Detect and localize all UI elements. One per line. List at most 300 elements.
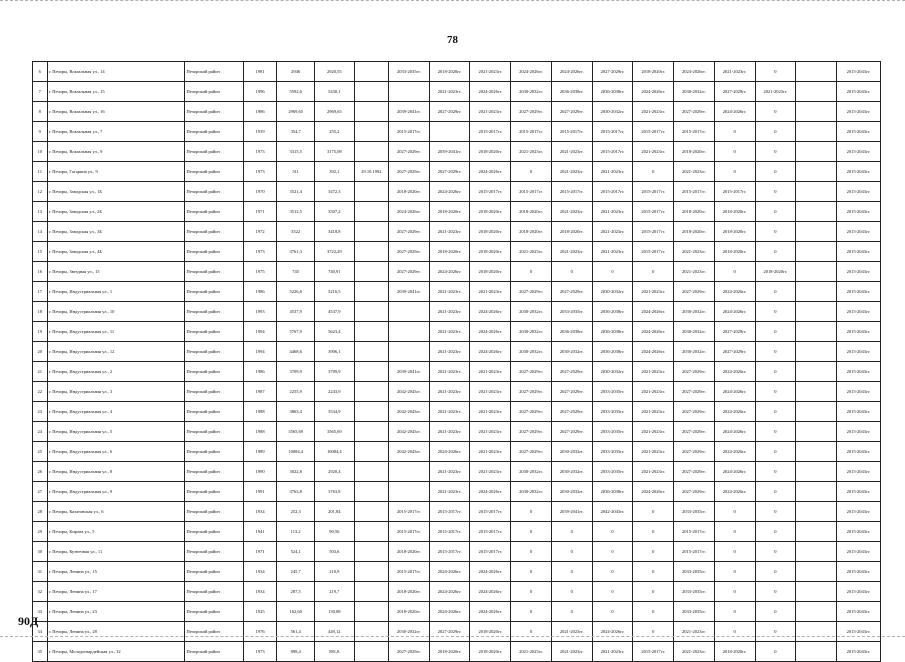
repair-period-cell: 0: [511, 502, 552, 522]
total-area-cell: 3863,4: [277, 402, 315, 422]
repair-period-cell: 0: [511, 562, 552, 582]
repair-period-cell: 2030-2032гг.: [551, 462, 592, 482]
repair-period-cell: 2024-2026гг.: [714, 302, 755, 322]
repair-period-cell: [796, 582, 837, 602]
repair-period-cell: 2024-2026гг.: [470, 322, 511, 342]
living-area-cell: 740,91: [314, 262, 354, 282]
repair-period-cell: 2018-2020гг.: [470, 262, 511, 282]
repair-period-cell: 2015-2017гг.: [633, 122, 674, 142]
repair-period-cell: 2015-2017гг.: [674, 122, 715, 142]
repair-period-cell: 2030-2032гг.: [592, 102, 633, 122]
repair-period-cell: 0: [755, 202, 796, 222]
table-row: [33, 362, 881, 382]
total-area-cell: 5226,6: [277, 282, 315, 302]
total-area-cell: 3565,69: [277, 422, 315, 442]
repair-period-cell: 2015-2043гг.: [836, 542, 880, 562]
repair-period-cell: 2021-2023гг.: [551, 242, 592, 262]
repair-period-cell: 2024-2026гг.: [470, 562, 511, 582]
repair-period-cell: 2015-2017гг.: [470, 122, 511, 142]
repair-period-cell: 0: [511, 162, 552, 182]
repair-period-cell: 2024-2026гг.: [551, 62, 592, 82]
repair-period-cell: 2027-2029гг.: [674, 102, 715, 122]
date-cell: [354, 122, 388, 142]
year-built-cell: 1934: [243, 502, 276, 522]
row-number: 20: [33, 342, 48, 362]
repair-period-cell: 2033-2035гг.: [592, 462, 633, 482]
repair-period-cell: 2018-2020гг.: [633, 62, 674, 82]
repair-period-cell: 2015-2017гг.: [470, 182, 511, 202]
district-cell: Печорский район: [185, 222, 243, 242]
repair-period-cell: 2021-2023гг.: [511, 642, 552, 662]
repair-period-cell: 2027-2029гг.: [511, 282, 552, 302]
repair-period-cell: 0: [755, 362, 796, 382]
repair-period-cell: 0: [633, 602, 674, 622]
living-area-cell: 3418,8: [314, 222, 354, 242]
repair-period-cell: 2018-2020гг.: [714, 242, 755, 262]
row-number: 19: [33, 322, 48, 342]
district-cell: Печорский район: [185, 442, 243, 462]
repair-period-cell: 2021-2023гг.: [633, 462, 674, 482]
repair-period-cell: 2021-2023гг.: [429, 362, 470, 382]
repair-period-cell: 2015-2043гг.: [836, 282, 880, 302]
year-built-cell: 1987: [243, 382, 276, 402]
repair-period-cell: 2015-2017гг.: [714, 182, 755, 202]
repair-period-cell: 2027-2029гг.: [674, 402, 715, 422]
repair-period-cell: [796, 182, 837, 202]
repair-period-cell: 2033-2035гг.: [674, 602, 715, 622]
repair-period-cell: 2021-2023гг.: [674, 162, 715, 182]
repair-period-cell: 0: [755, 562, 796, 582]
repair-period-cell: 2015-2017гг.: [592, 122, 633, 142]
repair-period-cell: 2021-2023гг.: [470, 282, 511, 302]
living-area-cell: 2243,9: [314, 382, 354, 402]
repair-period-cell: 2018-2020гг.: [429, 642, 470, 662]
district-cell: Печорский район: [185, 362, 243, 382]
repair-period-cell: 0: [714, 622, 755, 642]
repair-period-cell: 2021-2023гг.: [551, 622, 592, 642]
repair-period-cell: 2015-2017гг.: [674, 182, 715, 202]
repair-period-cell: 2033-2035гг.: [551, 302, 592, 322]
date-cell: [354, 362, 388, 382]
row-number: 13: [33, 202, 48, 222]
repair-period-cell: [796, 322, 837, 342]
repair-period-cell: 0: [714, 162, 755, 182]
repair-period-cell: 0: [511, 522, 552, 542]
total-area-cell: 3315,5: [277, 142, 315, 162]
table-row: [33, 282, 881, 302]
repair-period-cell: 0: [755, 502, 796, 522]
repair-period-cell: 2021-2023гг.: [511, 242, 552, 262]
total-area-cell: 252,3: [277, 502, 315, 522]
repair-period-cell: 2033-2035гг.: [674, 562, 715, 582]
living-area-cell: 3472,3: [314, 182, 354, 202]
table-row: [33, 442, 881, 462]
repair-period-cell: 2024-2026гг.: [714, 462, 755, 482]
repair-period-cell: 2015-2043гг.: [836, 342, 880, 362]
repair-period-cell: [796, 142, 837, 162]
repair-period-cell: 2021-2023гг.: [633, 102, 674, 122]
repair-period-cell: 2030-2032гг.: [674, 302, 715, 322]
row-number: 22: [33, 382, 48, 402]
district-cell: Печорский район: [185, 642, 243, 662]
living-area-cell: 255,2: [314, 122, 354, 142]
repair-period-cell: 2021-2023гг.: [429, 482, 470, 502]
year-built-cell: 1994: [243, 342, 276, 362]
repair-period-cell: [389, 82, 430, 102]
row-number: 7: [33, 82, 48, 102]
repair-period-cell: [796, 302, 837, 322]
district-cell: Печорский район: [185, 242, 243, 262]
repair-period-cell: 2024-2026гг.: [429, 582, 470, 602]
repair-period-cell: 2018-2020гг.: [470, 202, 511, 222]
address-cell: г. Печоры, Заводская ул., 4Б: [47, 242, 185, 262]
year-built-cell: 1988: [243, 422, 276, 442]
repair-period-cell: 2027-2029гг.: [511, 362, 552, 382]
address-cell: г. Печоры, Заводская ул., 3Б: [47, 222, 185, 242]
total-area-cell: 898,4: [277, 642, 315, 662]
repair-period-cell: 0: [551, 562, 592, 582]
repair-period-cell: 2030-2032гг.: [674, 342, 715, 362]
repair-period-cell: 2030-2032гг.: [674, 322, 715, 342]
repair-period-cell: 2015-2017гг.: [389, 522, 430, 542]
repair-period-cell: 2027-2029гг.: [511, 442, 552, 462]
repair-period-cell: 0: [714, 542, 755, 562]
row-number: 32: [33, 582, 48, 602]
repair-period-cell: 2021-2023гг.: [470, 62, 511, 82]
year-built-cell: 1990: [243, 462, 276, 482]
total-area-cell: 245,7: [277, 562, 315, 582]
date-cell: 29.10.1992: [354, 162, 388, 182]
repair-period-cell: 2015-2043гг.: [836, 482, 880, 502]
repair-period-cell: [796, 202, 837, 222]
date-cell: [354, 202, 388, 222]
date-cell: [354, 282, 388, 302]
repair-period-cell: 2021-2023гг.: [592, 242, 633, 262]
repair-period-cell: 2018-2020гг.: [714, 642, 755, 662]
year-built-cell: 1973: [243, 162, 276, 182]
repair-period-cell: 2015-2017гг.: [429, 502, 470, 522]
living-area-cell: 503,6: [314, 542, 354, 562]
address-cell: г. Печоры, Индустриальная ул., 12: [47, 342, 185, 362]
repair-period-cell: 2021-2023гг.: [429, 382, 470, 402]
repair-period-cell: 2018-2020гг.: [511, 202, 552, 222]
repair-period-cell: 2021-2023гг.: [470, 442, 511, 462]
repair-period-cell: 2021-2023гг.: [633, 422, 674, 442]
district-cell: Печорский район: [185, 142, 243, 162]
table-row: [33, 102, 881, 122]
repair-period-cell: 2015-2017гг.: [674, 542, 715, 562]
district-cell: Печорский район: [185, 302, 243, 322]
year-built-cell: 1925: [243, 602, 276, 622]
repair-period-cell: 2015-2043гг.: [836, 502, 880, 522]
district-cell: Печорский район: [185, 562, 243, 582]
repair-period-cell: 2015-2017гг.: [429, 542, 470, 562]
row-number: 24: [33, 422, 48, 442]
repair-period-cell: 2024-2026гг.: [714, 422, 755, 442]
repair-period-cell: 0: [714, 122, 755, 142]
table-row: [33, 302, 881, 322]
repair-period-cell: 2018-2020гг.: [714, 222, 755, 242]
repair-period-cell: 2018-2020гг.: [429, 202, 470, 222]
address-cell: г. Печоры, Индустриальная ул., 6: [47, 442, 185, 462]
repair-period-cell: 2030-2032гг.: [551, 442, 592, 462]
district-cell: Печорский район: [185, 262, 243, 282]
district-cell: Печорский район: [185, 402, 243, 422]
repair-period-cell: 2021-2023гг.: [633, 382, 674, 402]
repair-period-cell: 2021-2023гг.: [470, 422, 511, 442]
table-row: [33, 502, 881, 522]
repair-period-cell: 0: [755, 222, 796, 242]
register-table: [32, 61, 881, 662]
total-area-cell: 2255,9: [277, 382, 315, 402]
repair-period-cell: 2024-2026гг.: [511, 62, 552, 82]
repair-period-cell: 2015-2017гг.: [511, 122, 552, 142]
repair-period-cell: 0: [511, 602, 552, 622]
repair-period-cell: 0: [755, 642, 796, 662]
address-cell: г. Печоры, Заводская ул., 2Б: [47, 202, 185, 222]
repair-period-cell: 2021-2023гг.: [429, 282, 470, 302]
table-row: [33, 582, 881, 602]
living-area-cell: 2920,55: [314, 62, 354, 82]
repair-period-cell: 2021-2023гг.: [674, 242, 715, 262]
repair-period-cell: 2015-2043гг.: [836, 142, 880, 162]
total-area-cell: 113,2: [277, 522, 315, 542]
repair-period-cell: 2033-2035гг.: [592, 382, 633, 402]
address-cell: г. Печоры, Индустриальная ул., 8: [47, 462, 185, 482]
living-area-cell: 90,56: [314, 522, 354, 542]
living-area-cell: 2969,65: [314, 102, 354, 122]
repair-period-cell: 0: [551, 522, 592, 542]
repair-period-cell: 2021-2023гг.: [633, 442, 674, 462]
repair-period-cell: 2015-2043гг.: [836, 462, 880, 482]
repair-period-cell: 2015-2017гг.: [429, 522, 470, 542]
year-built-cell: 1941: [243, 522, 276, 542]
table-row: [33, 562, 881, 582]
repair-period-cell: 2021-2023гг.: [429, 422, 470, 442]
date-cell: [354, 402, 388, 422]
living-area-cell: 392,1: [314, 162, 354, 182]
district-cell: Печорский район: [185, 602, 243, 622]
repair-period-cell: 2015-2043гг.: [836, 442, 880, 462]
repair-period-cell: 2015-2017гг.: [633, 202, 674, 222]
repair-period-cell: 2030-2032гг.: [592, 362, 633, 382]
repair-period-cell: [796, 442, 837, 462]
repair-period-cell: 2042-2043гг.: [592, 502, 633, 522]
address-cell: г. Печоры, Кузнечная ул., 11: [47, 542, 185, 562]
date-cell: [354, 642, 388, 662]
table-row: [33, 182, 881, 202]
date-cell: [354, 182, 388, 202]
repair-period-cell: 2021-2023гг.: [714, 62, 755, 82]
repair-period-cell: 2018-2020гг.: [470, 222, 511, 242]
table-row: [33, 322, 881, 342]
repair-period-cell: 2021-2023гг.: [592, 642, 633, 662]
repair-period-cell: [796, 242, 837, 262]
repair-period-cell: 2024-2026гг.: [633, 82, 674, 102]
date-cell: [354, 582, 388, 602]
repair-period-cell: 2027-2029гг.: [714, 342, 755, 362]
row-number: 21: [33, 362, 48, 382]
date-cell: [354, 142, 388, 162]
repair-period-cell: [796, 162, 837, 182]
repair-period-cell: 2021-2023гг.: [429, 322, 470, 342]
repair-period-cell: [389, 342, 430, 362]
total-area-cell: 3763,8: [277, 482, 315, 502]
repair-period-cell: 2030-2032гг.: [592, 282, 633, 302]
repair-period-cell: 0: [592, 582, 633, 602]
repair-period-cell: [796, 262, 837, 282]
living-area-cell: 3534,9: [314, 402, 354, 422]
row-number: 29: [33, 522, 48, 542]
repair-period-cell: 2018-2020гг.: [674, 202, 715, 222]
living-area-cell: 449,12: [314, 622, 354, 642]
address-cell: г. Печоры, Индустриальная ул., 11: [47, 322, 185, 342]
repair-period-cell: 2027-2029гг.: [389, 162, 430, 182]
repair-period-cell: 2027-2029гг.: [389, 222, 430, 242]
row-number: 34: [33, 622, 48, 642]
repair-period-cell: 2030-2032гг.: [551, 482, 592, 502]
repair-period-cell: 2018-2020гг.: [674, 142, 715, 162]
row-number: 17: [33, 282, 48, 302]
repair-period-cell: 2021-2023гг.: [429, 462, 470, 482]
repair-period-cell: 2018-2020гг.: [470, 142, 511, 162]
table-row: [33, 422, 881, 442]
year-built-cell: 1934: [243, 562, 276, 582]
repair-period-cell: 2015-2017гг.: [633, 642, 674, 662]
repair-period-cell: 2030-2032гг.: [511, 82, 552, 102]
repair-period-cell: 2027-2029гг.: [674, 422, 715, 442]
repair-period-cell: 2015-2043гг.: [836, 202, 880, 222]
address-cell: г. Печоры, Индустриальная ул., 2: [47, 362, 185, 382]
repair-period-cell: 2030-2032гг.: [389, 622, 430, 642]
repair-period-cell: 0: [592, 542, 633, 562]
repair-period-cell: 2015-2017гг.: [470, 542, 511, 562]
repair-period-cell: 2027-2029гг.: [511, 402, 552, 422]
repair-period-cell: 2027-2029гг.: [674, 382, 715, 402]
repair-period-cell: 2018-2020гг.: [755, 262, 796, 282]
repair-period-cell: 2036-2038гг.: [592, 342, 633, 362]
repair-period-cell: 2027-2029гг.: [674, 282, 715, 302]
repair-period-cell: 2024-2026гг.: [429, 262, 470, 282]
repair-period-cell: 0: [511, 262, 552, 282]
repair-period-cell: 2015-2043гг.: [836, 242, 880, 262]
repair-period-cell: 2024-2026гг.: [470, 342, 511, 362]
repair-period-cell: 0: [755, 342, 796, 362]
repair-period-cell: 2018-2020гг.: [389, 582, 430, 602]
repair-period-cell: 2027-2029гг.: [551, 282, 592, 302]
date-cell: [354, 562, 388, 582]
repair-period-cell: 2036-2038гг.: [551, 82, 592, 102]
repair-period-cell: 2021-2023гг.: [551, 162, 592, 182]
address-cell: г. Печоры, Кирова ул., 5: [47, 522, 185, 542]
address-cell: г. Печоры, Ленина ул., 23: [47, 602, 185, 622]
repair-period-cell: 2015-2017гг.: [592, 142, 633, 162]
year-built-cell: 1981: [243, 62, 276, 82]
repair-period-cell: 0: [633, 522, 674, 542]
repair-period-cell: 2033-2035гг.: [592, 442, 633, 462]
living-area-cell: 3565,69: [314, 422, 354, 442]
living-area-cell: 219,7: [314, 582, 354, 602]
year-built-cell: 1986: [243, 282, 276, 302]
repair-period-cell: 2015-2043гг.: [836, 262, 880, 282]
repair-period-cell: 2030-2032гг.: [511, 462, 552, 482]
repair-period-cell: 2015-2017гг.: [633, 222, 674, 242]
repair-period-cell: 2024-2026гг.: [470, 162, 511, 182]
repair-period-cell: 2021-2023гг.: [470, 462, 511, 482]
page-edge-top: [0, 0, 905, 1]
repair-period-cell: 2030-2032гг.: [511, 482, 552, 502]
district-cell: Печорский район: [185, 462, 243, 482]
repair-period-cell: 2039-2041гг.: [389, 362, 430, 382]
repair-period-cell: 0: [551, 602, 592, 622]
repair-period-cell: 0: [755, 622, 796, 642]
row-number: 23: [33, 402, 48, 422]
district-cell: Печорский район: [185, 282, 243, 302]
repair-period-cell: [796, 122, 837, 142]
address-cell: г. Печоры, Вокзальная ул., 9: [47, 142, 185, 162]
repair-period-cell: 2030-2032гг.: [511, 342, 552, 362]
row-number: 16: [33, 262, 48, 282]
district-cell: Печорский район: [185, 342, 243, 362]
repair-period-cell: 2021-2023гг.: [551, 142, 592, 162]
page-edge-bottom: [0, 636, 905, 637]
repair-period-cell: 2027-2029гг.: [511, 422, 552, 442]
total-area-cell: 511: [277, 162, 315, 182]
repair-period-cell: 0: [592, 262, 633, 282]
table-row: [33, 642, 881, 662]
total-area-cell: 4537,9: [277, 302, 315, 322]
table-row: [33, 482, 881, 502]
repair-period-cell: 2024-2026гг.: [470, 302, 511, 322]
table-row: [33, 542, 881, 562]
repair-period-cell: 2033-2035гг.: [592, 422, 633, 442]
repair-period-cell: 2027-2029гг.: [389, 142, 430, 162]
total-area-cell: 745: [277, 262, 315, 282]
table-row: [33, 202, 881, 222]
table-row: [33, 462, 881, 482]
repair-period-cell: 2015-2043гг.: [836, 162, 880, 182]
district-cell: Печорский район: [185, 502, 243, 522]
year-built-cell: 1994: [243, 322, 276, 342]
repair-period-cell: 2021-2023гг.: [551, 642, 592, 662]
repair-period-cell: 2015-2017гг.: [633, 182, 674, 202]
living-area-cell: 3906,1: [314, 342, 354, 362]
repair-period-cell: 0: [755, 242, 796, 262]
district-cell: Печорский район: [185, 422, 243, 442]
repair-period-cell: 2015-2043гг.: [836, 302, 880, 322]
table-row: [33, 382, 881, 402]
living-area-cell: 3507,2: [314, 202, 354, 222]
address-cell: г. Печоры, Индустриальная ул., 9: [47, 482, 185, 502]
repair-period-cell: [796, 102, 837, 122]
repair-period-cell: [796, 462, 837, 482]
district-cell: Печорский район: [185, 582, 243, 602]
repair-period-cell: 2018-2020гг.: [389, 542, 430, 562]
repair-period-cell: 0: [714, 522, 755, 542]
total-area-cell: 2969,65: [277, 102, 315, 122]
address-cell: г. Печоры, Индустриальная ул., 1: [47, 282, 185, 302]
date-cell: [354, 622, 388, 642]
repair-period-cell: 2015-2043гг.: [836, 102, 880, 122]
repair-period-cell: 0: [633, 582, 674, 602]
document-code: 90Д: [18, 614, 39, 628]
repair-period-cell: [796, 622, 837, 642]
repair-period-cell: 2015-2043гг.: [836, 222, 880, 242]
total-area-cell: 3761,3: [277, 242, 315, 262]
living-area-cell: 3709,9: [314, 362, 354, 382]
date-cell: [354, 102, 388, 122]
row-number: 26: [33, 462, 48, 482]
